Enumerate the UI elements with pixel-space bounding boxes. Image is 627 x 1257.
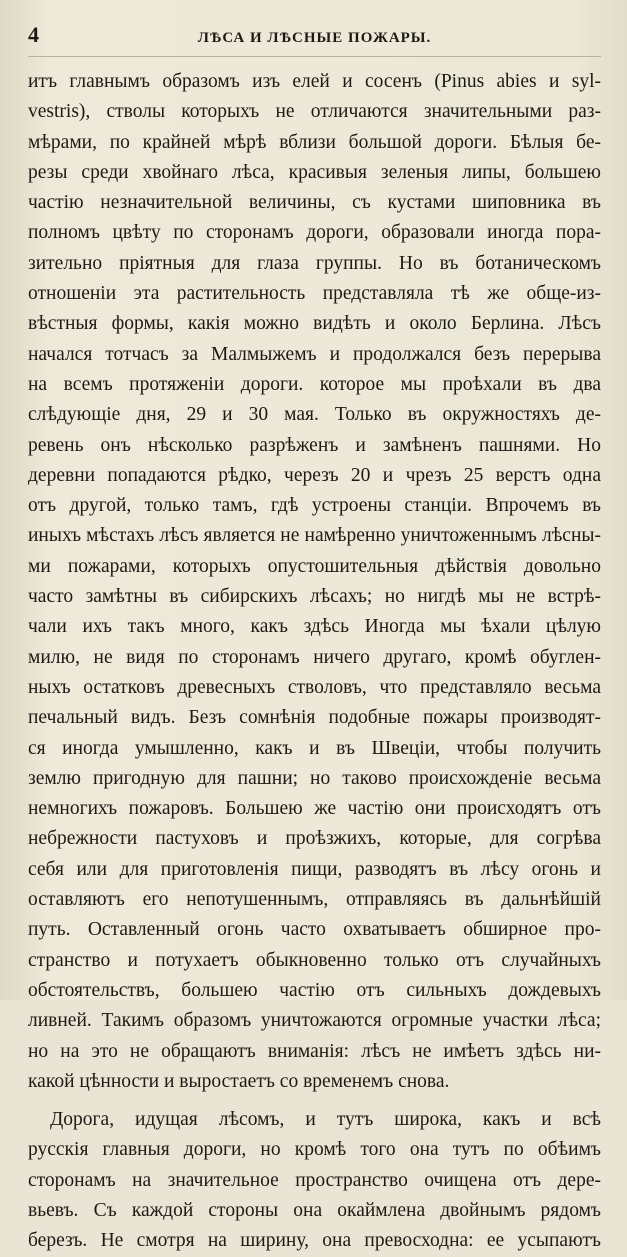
text-line: березъ. Не смотря на ширину, она превосходна: ее усыпаютъ — [28, 1230, 601, 1252]
text-line: резы среди хвойнаго лѣса, красивыя зеленыя липы, большею — [28, 161, 601, 183]
text-line: иныхъ мѣстахъ лѣсъ является не намѣренно уничтоженнымъ лѣсны- — [28, 525, 601, 547]
text-line: оставляютъ его непотушеннымъ, отправляясь въ дальнѣйшій — [28, 889, 601, 911]
text-line: милю, не видя по сторонамъ ничего другаго, кромѣ обуглен- — [28, 646, 601, 668]
text-line: но на это не обращаютъ вниманія: лѣсъ не имѣетъ здѣсь ни- — [28, 1040, 601, 1062]
page-header — [28, 22, 601, 57]
text-line: частію незначительной величины, съ кустами шиповника въ — [28, 192, 601, 214]
text-line: себя или для приготовленія пищи, разводятъ въ лѣсу огонь и — [28, 858, 601, 880]
text-line: вьевъ. Съ каждой стороны она окаймлена двойнымъ рядомъ — [28, 1199, 601, 1221]
text-line: путь. Оставленный огонь часто охватываетъ обширное про- — [28, 919, 601, 941]
text-line: небрежности пастуховъ и проѣзжихъ, которые, для согрѣва — [28, 828, 601, 850]
text-line: зительно пріятныя для глаза группы. Но въ ботаническомъ — [28, 252, 601, 274]
text-line: на всемъ протяженіи дороги. которое мы проѣхали въ два — [28, 373, 601, 395]
text-line: vestris), стволы которыхъ не отличаются значительными раз- — [28, 101, 601, 123]
text-line: слѣдующіе дня, 29 и 30 мая. Только въ окружностяхъ де- — [28, 404, 601, 426]
text-line: ревень онъ нѣсколько разрѣженъ и замѣненъ пашнями. Но — [28, 434, 601, 456]
text-line: вѣстныя формы, какія можно видѣть и около Берлина. Лѣсъ — [28, 313, 601, 335]
page-number: 4 — [28, 22, 39, 47]
text-line: отношеніи эта растительность представляла тѣ же обще-из- — [28, 283, 601, 305]
paragraph — [28, 67, 601, 1097]
text-line: мѣрами, по крайней мѣрѣ вблизи большой дороги. Бѣлыя бе- — [28, 131, 601, 153]
text-line: отъ другой, только тамъ, гдѣ устроены станціи. Впрочемъ въ — [28, 495, 601, 517]
body-text — [28, 67, 601, 1257]
text-line: землю пригодную для пашни; но таково происхожденіе весьма — [28, 767, 601, 789]
text-line: немногихъ пожаровъ. Большею же частію они происходятъ отъ — [28, 798, 601, 820]
text-line: сторонамъ на значительное пространство очищена отъ дере- — [28, 1169, 601, 1191]
text-line: русскія главныя дороги, но кромѣ того она тутъ по обѣимъ — [28, 1139, 601, 1161]
text-line: ливней. Такимъ образомъ уничтожаются огромные участки лѣса; — [28, 1010, 601, 1032]
text-line: начался тотчасъ за Малмыжемъ и продолжался безъ перерыва — [28, 343, 601, 365]
text-line: ми пожарами, которыхъ опустошительныя дѣйствія довольно — [28, 555, 601, 577]
text-line: ся иногда умышленно, какъ и въ Швеціи, чтобы получить — [28, 737, 601, 759]
text-line: часто замѣтны въ сибирскихъ лѣсахъ; но нигдѣ мы не встрѣ- — [28, 586, 601, 608]
text-line: чали ихъ такъ много, какъ здѣсь Иногда мы ѣхали цѣлую — [28, 616, 601, 638]
text-line: итъ главнымъ образомъ изъ елей и сосенъ (Pinus abies и syl- — [28, 71, 601, 92]
text-line: какой цѣнности и выростаетъ со временемъ снова. — [28, 1070, 450, 1092]
text-line: Дорога, идущая лѣсомъ, и тутъ широка, какъ и всѣ — [50, 1109, 601, 1131]
paragraph — [28, 1105, 601, 1256]
text-line: обстоятельствъ, большею частію отъ сильныхъ дождевыхъ — [28, 979, 601, 1001]
text-line: странство и потухаетъ обыкновенно только отъ случайныхъ — [28, 949, 601, 971]
running-title: ЛѢСА И ЛѢСНЫЕ ПОЖАРЫ. — [197, 30, 432, 46]
paragraph-gap — [28, 1097, 601, 1105]
text-line: полномъ цвѣту по сторонамъ дороги, образовали иногда пора- — [28, 222, 601, 244]
text-line: деревни попадаются рѣдко, черезъ 20 и чрезъ 25 верстъ одна — [28, 464, 601, 486]
text-line: печальный видъ. Безъ сомнѣнія подобные пожары производят- — [28, 707, 601, 729]
text-line: ныхъ остатковъ древесныхъ стволовъ, что представляло весьма — [28, 676, 601, 698]
